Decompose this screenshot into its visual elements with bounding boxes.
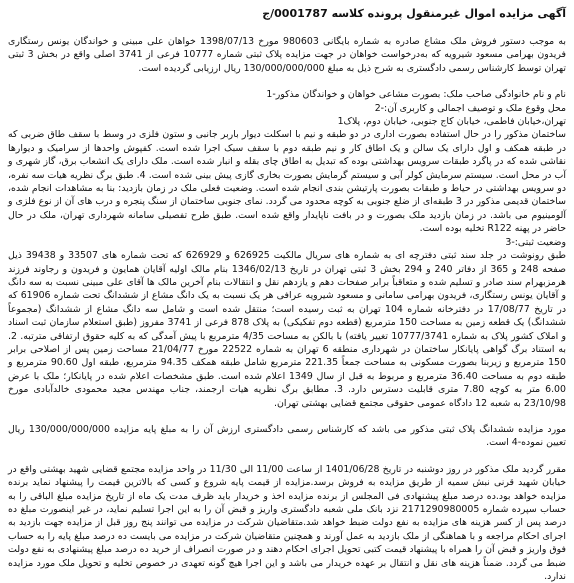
spacer — [8, 75, 566, 88]
section-owner: نام و نام خانوادگی صاحب ملک: بصورت مشاعی خواهان و خواندگان مذکور-1 — [266, 89, 566, 101]
spacer — [8, 450, 566, 463]
address-line: تهران،خیابان فاطمی، خیابان کاج جنوبی، خیابان دوم، پلاک1 — [337, 116, 566, 128]
page-title: آگهی مزایده اموال غیرمنقول پرونده کلاسه 0001787/ج — [262, 7, 566, 20]
section-auction-item: مورد مزایده ششدانگ پلاک ثبتی مذکور می باشد که کارشناس رسمی دادگستری ارزش آن را به مبلغ پایه مزایده 130/000/000/000 ریال تعیین نموده-4 است. — [8, 423, 566, 449]
property-description: ساختمان مذکور را در حال استفاده بصورت اداری در دو طبقه و نیم با اسکلت دیوار باربر جانبی و ستون فلزی در وسط با سقف طاق ضربی که در طبقه همکف و اول دارای یک سالن و یک اطاق کار و نیم طبقه دوم با سقف سبک اجرا شده است. کفپوش واحدها از سرامیک و دیوارها نقاشی شده که در پاگرد طبقات سرویس بهداشتی بوده که تبدیل به اطاق چای بقله و انبار شده است. ملک دارای یک انشعاب برق، گاز شهری و آب در محل است. سیستم سرمایش کولر آبی و سیستم گرمایش بصورت بخاری گازی پیش بینی شده است. 4. طبق برگ نظریه هیات سه نفره، دو سرویس بهداشتی در حیاط و طبقات بصورت پارتیشن بندی انجام شده است. وضعیت فعلی ملک در زمان بازدید: بنا به مشاهدات انجام شده، ساختمان قدیمی مذکور در 3 طبقه‌ای از ضلع جنوبی به کوچه محدود می گردد. نمای جنوبی ساختمان از سنگ پنجره و درب های آن از نوع فلزی و آلومینیوم می باشد. در زمان بازدید ملک بصورت و در بافت ناپایدار واقع شده است. طبق طرح تفصیلی سامانه شهرداری تهران، ملک در حال حاضر در پهنه R122 تخلیه بوده است. — [8, 129, 566, 235]
intro-paragraph: به موجب دستور فروش ملک مشاع صادره به شماره بایگانی 980603 مورخ 1398/07/13 خواهان علی مبینی و خواندگان یونس رستگاری فریدون بهرامی مسعود شیرویه که به‌درخواست خواهان در جهت مزایده پلاک ثبتی شماره 10777 فرعی از 3741 اصلی واقع در بخش 3 ثبتی تهران توسط کارشناس رسمی دادگستری به شرح ذیل به مبلغ 130/000/000/000 ریال ارزیابی گردیده است. — [8, 36, 566, 74]
spacer — [8, 410, 566, 423]
auction-terms-paragraph: مقرر گردید ملک مذکور در روز دوشنبه در تاریخ 1401/06/28 از ساعت 11/00 الی 11/30 در واحد مزایده مجتمع قضایی شهید بهشتی واقع در خیابان شهید قرنی نبش سمیه از طریق مزایده به فروش برسد.مزایده از قیمت پایه شروع و کسی که بالاترین قیمت را پیشنهاد نماید برنده مزایده خواهد بود.ده درصد مبلغ پیشنهادی فی المجلس از برنده مزایده اخذ و خریدار باید ظرف مدت یک ماه از تاریخ مزایده مبلغ الباقی را به حساب سپرده شماره 2171290980005 نزد بانک ملی شعبه دادگستری واریز و قبض آن را به این اجرا تسلیم نماید، در غیر اینصورت مبلغ ده درصد پس از کسر هزینه های مزایده به نفع دولت ضبط خواهد شد.متقاضیان شرکت در مزایده می توانند پنج روز قبل از مزایده جهت بازدید به اجرای احکام مراجعه و با هماهنگی از ملک بازدید به عمل آورند و همچنین متقاضیان شرکت در مزایده می بایست ده درصد مبلغ پایه را به حساب فوق واریز و قبض آن را همراه با پیشنهاد قیمت کتبی تحویل اجرای احکام دهند و در صورت انصراف از خرید ده درصد مبلغ پیشنهادی به نفع دولت ضبط می گردد. ضمناً هزینه های نقل و انتقال بر عهده خریدار می باشد و این اجرا هیچ گونه تعهدی در خصوص تخلیه و تحویل ملک مورد مزایده ندارد. — [8, 463, 567, 583]
registration-paragraph: طبق رونوشت در جلد سند ثبتی دفترچه ای به شماره های سریال مالکیت 626925 و 626929 که تحت شماره های 33507 و 39438 ذیل صفحه 248 و 365 از دفاتر 240 و 294 بخش 3 ثبتی تهران در تاریخ 1346/02/13 بنام مالک اولیه آقایان همایون و فریدون و رجاوند فرزند هرمزبهرام سند صادر و تسلیم شده و متعاقباً برابر صفحات دهم و یازدهم نقل و انتقالات بنام آخرین مالک ها آقای علی مبینی نسبت به سه دانگ و آقایان یونس رستگاری، فریدون بهرامی سامانی و مسعود شیرویه عرافی هر یک نسبت به یک دانگ مشاع از ششدانگ تحت شماره 61906 که در تاریخ 17/08/77 در دفترخانه شماره 104 تهران به ثبت رسیده است؛ منتقل شده است و شامل سه دانگ مشاع از ششدانگ (مجموعاً ششدانگ) یک قطعه زمین به مساحت 150 مترمربع (قطعه دوم تفکیکی) به پلاک 878 فرعی از 3741 مفروز (طبق استعلام سازمان ثبت اسناد و املاک کشور پلاک به شماره 10777/3741 تغییر یافته) با بالکن به مساحت 4/35 مترمربع با پیش آمدگی که به کلیه حقوق ارتفاقی مترتبه. 2. به استناد برگ گواهی پایانکار ساختمان در شهرداری منطقه 6 تهران به شماره 22522 مورخ 21/04/77 مساحت زمین پس از اصلاحی برابر 150 مترمربع و زیربنا بصورت مسکونی به مساحت جمعاً 221.35 مترمربع شامل طبقه همکف 94.35 مترمربع، طبقه اول 90.60 مترمربع و طبقه دوم به مساحت 36.40 مترمربع و مربوط به قبل از سال 1349 اعلام شده است. طبق مشخصات اعلام شده در پایانکار؛ ملک با عرض 6.00 متر به کوچه 7.80 متری قابلیت دسترس دارد. 3. مطابق برگ نظریه هیات ارجمند، جناب مهندس مجید محمودی خالدآبادی مورخ 23/10/98 به شعبه 12 دادگاه عمومی حقوقی مجتمع قضایی بهشتی تهران. — [8, 250, 567, 409]
section-location-heading: محل وقوع ملک و توصیف اجمالی و کاربری آن:-2 — [374, 102, 566, 114]
section-registration-heading: وضعیت ثبتی:-3 — [505, 236, 566, 248]
